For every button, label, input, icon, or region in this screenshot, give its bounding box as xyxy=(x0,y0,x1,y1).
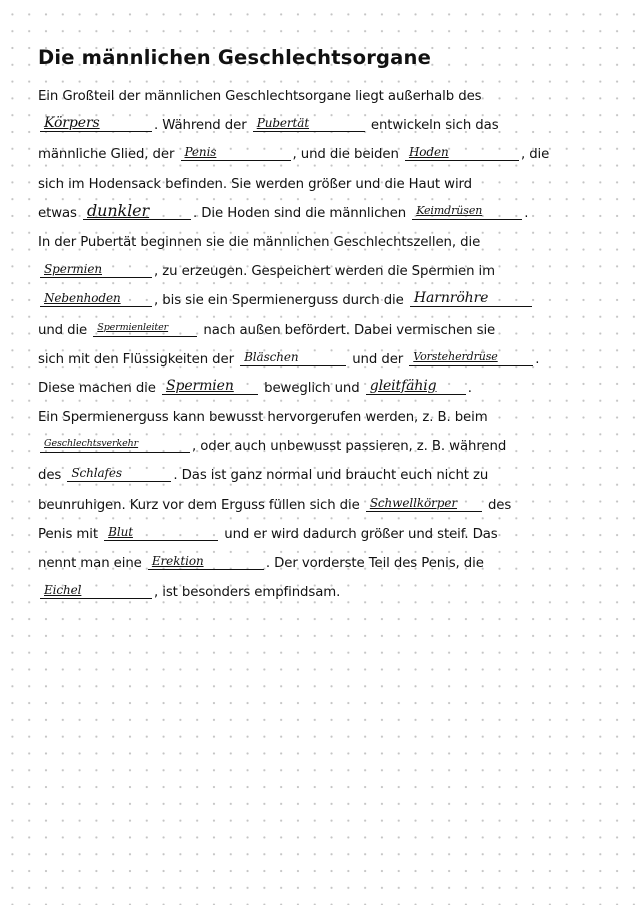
text-line-1 xyxy=(38,82,598,111)
line-text: männliche Glied, der xyxy=(38,147,175,163)
answer-blank[interactable] xyxy=(40,581,152,599)
answer-blank[interactable] xyxy=(366,494,482,512)
line-text: entwickeln sich das xyxy=(370,118,499,134)
text-line-10 xyxy=(38,345,598,374)
line-text: nach außen befördert. Dabei vermischen sie xyxy=(203,322,496,338)
line-text: Penis mit xyxy=(38,526,98,542)
line-text: , oder auch unbewusst passieren, z. B. während xyxy=(192,439,507,455)
handwritten-answer: Harnröhre xyxy=(413,290,489,307)
line-text: . Die Hoden sind die männlichen xyxy=(193,205,407,221)
text-line-8 xyxy=(38,286,598,315)
text-line-17 xyxy=(38,549,598,578)
handwritten-answer: Keimdrüsen xyxy=(416,203,483,217)
answer-blank[interactable] xyxy=(40,289,152,307)
answer-blank[interactable] xyxy=(405,143,519,161)
answer-blank[interactable] xyxy=(104,523,218,541)
line-text: beunruhigen. Kurz vor dem Erguss füllen sich die xyxy=(38,497,360,513)
text-line-12 xyxy=(38,403,598,432)
handwritten-answer: dunkler xyxy=(87,200,150,220)
worksheet xyxy=(38,44,598,607)
line-text: des xyxy=(38,468,62,484)
handwritten-answer: Schlafes xyxy=(71,466,122,481)
handwritten-answer: Schwellkörper xyxy=(369,495,457,510)
text-line-18 xyxy=(38,578,598,607)
handwritten-answer: Spermien xyxy=(165,377,234,394)
answer-blank[interactable] xyxy=(240,348,346,366)
line-text: nennt man eine xyxy=(38,556,142,571)
handwritten-answer: Blut xyxy=(108,524,133,539)
line-text: Ein Spermienerguss kann bewusst hervorgerufen werden, z. B. beim xyxy=(38,410,488,426)
answer-blank[interactable] xyxy=(253,114,365,132)
text-line-2 xyxy=(38,111,598,140)
handwritten-answer: Spermienleiter xyxy=(97,321,169,333)
handwritten-answer: Spermien xyxy=(44,262,102,277)
line-text: , bis sie ein Spermienerguss durch die xyxy=(154,293,404,309)
line-text: des xyxy=(487,497,512,513)
line-text: , die xyxy=(520,147,550,163)
text-line-16 xyxy=(38,520,598,549)
line-text: . Während der xyxy=(154,118,247,134)
handwritten-answer: Bläschen xyxy=(244,349,299,364)
text-line-9 xyxy=(38,316,598,345)
line-text: . xyxy=(467,380,472,396)
answer-blank[interactable] xyxy=(93,319,197,337)
line-text: , ist besonders empfindsam. xyxy=(154,585,341,601)
answer-blank[interactable] xyxy=(83,202,191,220)
answer-blank[interactable] xyxy=(181,143,291,161)
line-text: und er wird dadurch größer und steif. Das xyxy=(224,526,498,542)
line-text: und die xyxy=(38,322,88,338)
line-text: etwas xyxy=(38,205,77,221)
handwritten-answer: Körpers xyxy=(44,115,100,132)
handwritten-answer: Penis xyxy=(184,145,217,160)
text-line-5 xyxy=(38,199,598,228)
text-line-11 xyxy=(38,374,598,403)
line-text: , und die beiden xyxy=(292,147,399,163)
answer-blank[interactable] xyxy=(162,377,258,395)
answer-blank[interactable] xyxy=(409,348,533,366)
line-text: beweglich und xyxy=(264,380,360,396)
text-line-6 xyxy=(38,228,598,257)
handwritten-answer: Vorsteherdrüse xyxy=(413,349,498,363)
line-text: Diese machen die xyxy=(38,380,156,396)
answer-blank[interactable] xyxy=(366,377,466,395)
text-line-7 xyxy=(38,257,598,286)
line-text: . xyxy=(524,205,529,221)
answer-blank[interactable] xyxy=(412,202,522,220)
handwritten-answer: Nebenhoden xyxy=(44,291,121,306)
text-line-15 xyxy=(38,491,598,520)
cloze-text xyxy=(38,82,598,607)
line-text: , zu erzeugen. Gespeichert werden die Spermien im xyxy=(154,264,496,280)
handwritten-answer: Geschlechtsverkehr xyxy=(44,438,139,450)
text-line-14 xyxy=(38,461,598,490)
answer-blank[interactable] xyxy=(40,260,152,278)
line-text: In der Pubertät beginnen sie die männlichen Geschlechtszellen, die xyxy=(38,234,481,250)
answer-blank[interactable] xyxy=(67,464,171,482)
line-text: und der xyxy=(352,351,404,367)
text-line-4 xyxy=(38,170,598,199)
handwritten-answer: Eichel xyxy=(44,583,82,598)
line-text: . Der vorderste Teil des Penis, die xyxy=(265,556,484,571)
line-text: sich mit den Flüssigkeiten der xyxy=(38,351,234,367)
handwritten-answer: Erektion xyxy=(151,554,204,568)
answer-blank[interactable] xyxy=(40,435,190,453)
handwritten-answer: Hoden xyxy=(408,145,449,160)
line-text: . Das ist ganz normal und braucht euch nicht zu xyxy=(173,468,489,484)
worksheet-title: Die männlichen Geschlechtsorgane xyxy=(38,46,432,69)
line-text: Ein Großteil der männlichen Geschlechtsorgane liegt außerhalb des xyxy=(38,89,482,104)
answer-blank[interactable] xyxy=(148,552,264,570)
text-line-3 xyxy=(38,140,598,169)
handwritten-answer: Pubertät xyxy=(256,116,310,131)
answer-blank[interactable] xyxy=(410,289,532,307)
handwritten-answer: gleitfähig xyxy=(369,377,437,394)
line-text: . xyxy=(535,351,540,367)
text-line-13 xyxy=(38,432,598,461)
answer-blank[interactable] xyxy=(40,114,152,132)
line-text: sich im Hodensack befinden. Sie werden größer und die Haut wird xyxy=(38,176,473,192)
